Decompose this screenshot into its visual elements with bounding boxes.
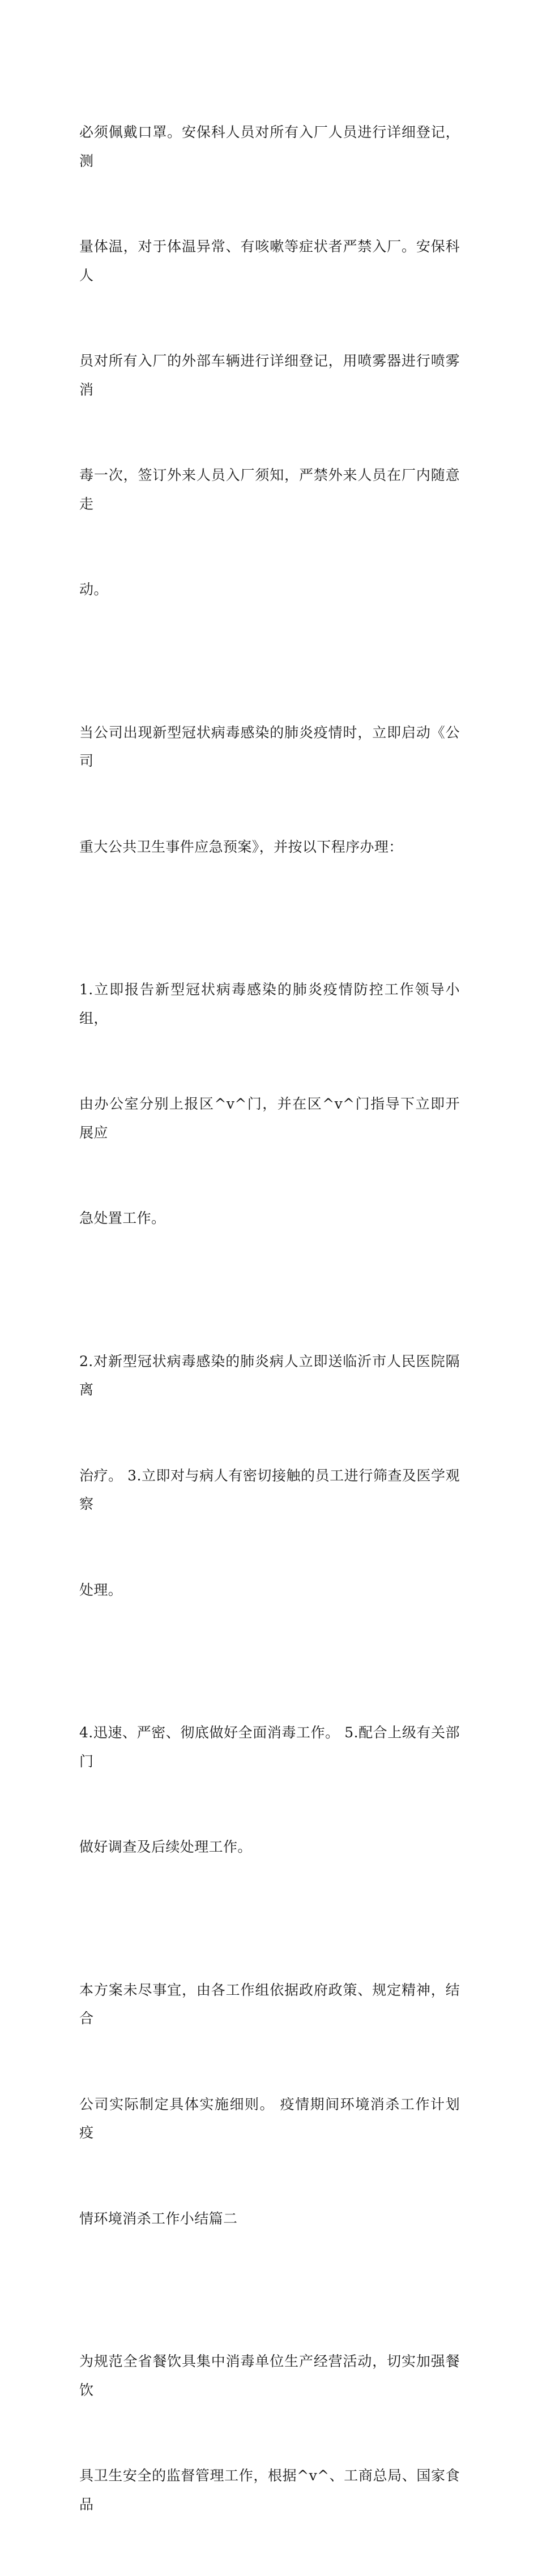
text-line: 2.对新型冠状病毒感染的肺炎病人立即送临沂市人民医院隔离 — [79, 1353, 460, 1398]
text-line: 毒一次，签订外来人员入厂须知，严禁外来人员在厂内随意走 — [79, 467, 460, 512]
paragraph-step-4-5 — [79, 1661, 460, 1919]
text-line: 重大公共卫生事件应急预案》，并按以下程序办理： — [79, 838, 403, 855]
text-line: 当公司出现新型冠状病毒感染的肺炎疫情时，立即启动《公司 — [79, 724, 460, 769]
text-line: 员对所有入厂的外部车辆进行详细登记，用喷雾器进行喷雾消 — [79, 353, 460, 398]
text-line: 由办公室分别上报区^v^门，并在区^v^门指导下立即开展应 — [79, 1096, 460, 1141]
text-line: 动。 — [79, 581, 108, 598]
text-line: 做好调查及后续处理工作。 — [79, 1839, 252, 1855]
text-line: 本方案未尽事宜，由各工作组依据政府政策、规定精神，结合 — [79, 1981, 460, 2027]
text-line: 为规范全省餐饮具集中消毒单位生产经营活动，切实加强餐饮 — [79, 2353, 460, 2398]
paragraph-step-1 — [79, 918, 460, 1290]
text-line: 情环境消杀工作小结篇二 — [79, 2210, 238, 2227]
paragraph-emergency-plan — [79, 662, 460, 919]
text-line: 具卫生安全的监督管理工作，根据^v^、工商总局、国家食品 — [79, 2467, 460, 2513]
paragraph-step-2-3 — [79, 1290, 460, 1662]
text-line: 1.立即报告新型冠状病毒感染的肺炎疫情防控工作领导小组， — [79, 981, 460, 1027]
text-line: 处理。 — [79, 1581, 123, 1598]
text-line: 必须佩戴口罩。安保科人员对所有入厂人员进行详细登记，测 — [79, 124, 460, 169]
text-line: 公司实际制定具体实施细则。 疫情期间环境消杀工作计划 疫 — [79, 2096, 465, 2141]
paragraph-section-two — [79, 2290, 460, 2576]
text-line: 急处置工作。 — [79, 1210, 166, 1226]
paragraph-entry-control — [79, 61, 460, 662]
paragraph-closing — [79, 1919, 465, 2291]
text-line: 量体温，对于体温异常、有咳嗽等症状者严禁入厂。安保科人 — [79, 238, 460, 284]
document-page — [79, 61, 465, 2576]
text-line: 4.迅速、严密、彻底做好全面消毒工作。 5.配合上级有关部门 — [79, 1724, 460, 1770]
text-line: 治疗。 3.立即对与病人有密切接触的员工进行筛查及医学观察 — [79, 1467, 460, 1512]
